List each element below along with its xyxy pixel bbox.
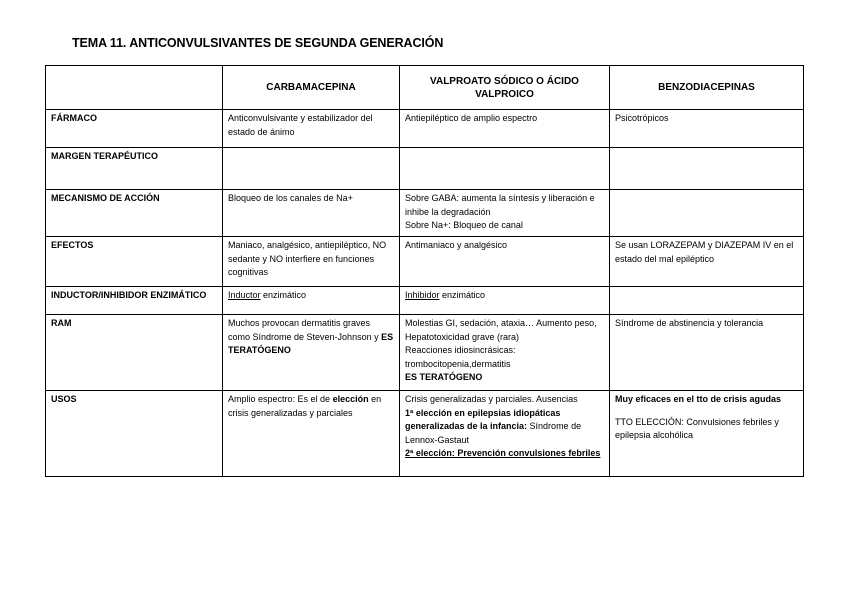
table-row — [46, 148, 804, 190]
cell-carba-mecanismo: Bloqueo de los canales de Na+ — [223, 190, 400, 237]
valpro-inhibidor-rest: enzimático — [439, 290, 486, 300]
page-title: TEMA 11. ANTICONVULSIVANTES DE SEGUNDA GENERACIÓN — [72, 36, 444, 50]
row-label-margen: MARGEN TERAPÉUTICO — [46, 148, 223, 190]
comparison-table — [45, 65, 804, 477]
table-row — [46, 110, 804, 148]
cell-valpro-inductor — [400, 287, 610, 315]
valpro-ram-1: Molestias GI, sedación, ataxia… Aumento peso, Hepatotoxicidad grave (rara) — [405, 318, 597, 342]
cell-benzo-margen — [610, 148, 804, 190]
row-label-efectos: EFECTOS — [46, 237, 223, 287]
carba-inductor-rest: enzimático — [260, 290, 307, 300]
carba-usos-a: Amplio espectro: Es el de — [228, 394, 333, 404]
row-label-mecanismo: MECANISMO DE ACCIÓN — [46, 190, 223, 237]
header-benzodiacepinas: BENZODIACEPINAS — [610, 66, 804, 110]
cell-benzo-mecanismo — [610, 190, 804, 237]
cell-benzo-inductor — [610, 287, 804, 315]
valpro-ram-2: Reacciones idiosincrásicas: trombocitopenia,dermatitis — [405, 345, 516, 369]
carba-inductor-term: Inductor — [228, 290, 261, 300]
header-carbamacepina: CARBAMACEPINA — [223, 66, 400, 110]
cell-benzo-farmaco: Psicotrópicos — [610, 110, 804, 148]
carba-usos-c: en crisis generalizadas y parciales — [228, 394, 382, 418]
cell-valpro-mecanismo — [400, 190, 610, 237]
header-valproato: VALPROATO SÓDICO O ÁCIDO VALPROICO — [400, 66, 610, 110]
cell-carba-ram — [223, 315, 400, 391]
carba-ram-text: Muchos provocan dermatitis graves como Síndrome de Steven-Johnson y — [228, 318, 379, 342]
row-label-usos: USOS — [46, 391, 223, 477]
table-row — [46, 391, 804, 477]
cell-valpro-usos — [400, 391, 610, 477]
row-label-farmaco: FÁRMACO — [46, 110, 223, 148]
valpro-usos-1: Crisis generalizadas y parciales. Ausencias — [405, 394, 578, 404]
valpro-usos-primera: 1ª elección en epilepsias idiopáticas generalizadas de la infancia: — [405, 407, 561, 431]
benzo-usos-2: TTO ELECCIÓN: Convulsiones febriles y epilepsia alcohólica — [615, 416, 779, 440]
cell-valpro-ram — [400, 315, 610, 391]
header-row — [46, 66, 804, 110]
valpro-usos-lennox: Síndrome de Lennox-Gastaut — [405, 421, 582, 445]
cell-valpro-margen — [400, 148, 610, 190]
table-row — [46, 190, 804, 237]
row-label-ram: RAM — [46, 315, 223, 391]
cell-carba-farmaco: Anticonvulsivante y estabilizador del estado de ánimo — [223, 110, 400, 148]
valpro-inhibidor-term: Inhibidor — [405, 290, 440, 300]
row-label-inductor: INDUCTOR/INHIBIDOR ENZIMÁTICO — [46, 287, 223, 315]
carba-usos-eleccion: elección — [332, 394, 369, 404]
valpro-ram-teratogeno: ES TERATÓGENO — [405, 372, 483, 382]
cell-valpro-farmaco: Antiepiléptico de amplio espectro — [400, 110, 610, 148]
cell-benzo-efectos: Se usan LORAZEPAM y DIAZEPAM IV en el estado del mal epiléptico — [610, 237, 804, 287]
table-row — [46, 287, 804, 315]
cell-carba-inductor — [223, 287, 400, 315]
carba-ram-teratogeno: ES TERATÓGENO — [228, 331, 394, 355]
cell-benzo-usos — [610, 391, 804, 477]
benzo-usos-gap — [615, 407, 798, 416]
valpro-usos-2 — [405, 407, 604, 448]
cell-valpro-efectos: Antimaniaco y analgésico — [400, 237, 610, 287]
valpro-mecanismo-na: Sobre Na+: Bloqueo de canal — [405, 220, 523, 230]
header-empty — [46, 66, 223, 110]
valpro-usos-segunda: 2ª elección: Prevención convulsiones febriles — [405, 448, 601, 458]
cell-carba-usos — [223, 391, 400, 477]
table-row — [46, 315, 804, 391]
benzo-usos-1: Muy eficaces en el tto de crisis agudas — [615, 394, 782, 404]
table-row — [46, 237, 804, 287]
cell-carba-margen — [223, 148, 400, 190]
valpro-mecanismo-gaba: Sobre GABA: aumenta la síntesis y liberación e inhibe la degradación — [405, 193, 595, 217]
cell-benzo-ram: Síndrome de abstinencia y tolerancia — [610, 315, 804, 391]
cell-carba-efectos: Maniaco, analgésico, antiepiléptico, NO sedante y NO interfiere en funciones cognitivas — [223, 237, 400, 287]
